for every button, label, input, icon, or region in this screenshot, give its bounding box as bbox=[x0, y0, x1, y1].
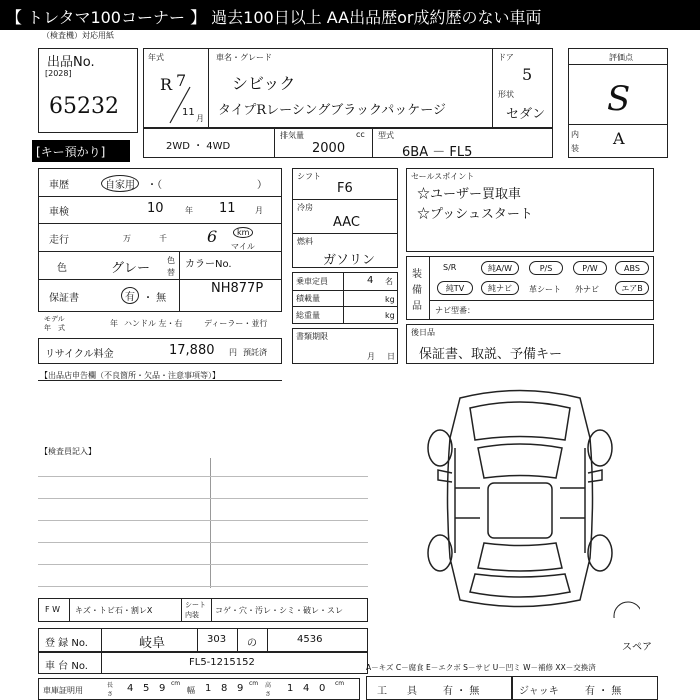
cert-w-digit: 8 bbox=[221, 683, 228, 694]
registration-period-day: 日 bbox=[387, 352, 395, 361]
damage-legend: A－キズ C－腐食 E－エクボ S－サビ U－凹ミ W－補修 XX－交換済 bbox=[366, 663, 596, 672]
equipment-leather: 革シート bbox=[529, 285, 561, 294]
spare-label: スペア bbox=[622, 642, 652, 653]
slash-icon bbox=[166, 85, 196, 125]
sales-points-label: セールスポイント bbox=[411, 172, 475, 181]
fw-seat-1: シート bbox=[185, 601, 206, 609]
sheet-subtitle: （検査機）対応用紙 bbox=[42, 31, 114, 40]
model-year-row bbox=[38, 312, 282, 334]
interior-label-1: 内 bbox=[571, 130, 579, 139]
chassis-label: 車 台 No. bbox=[45, 661, 88, 672]
capacity-box bbox=[292, 272, 398, 324]
cert-w-label: 幅 bbox=[187, 686, 195, 695]
score-box bbox=[568, 48, 668, 158]
recycle-box bbox=[38, 338, 282, 364]
doors-label: ドア bbox=[498, 53, 514, 62]
fw-seat-text: コゲ・穴・汚レ・シミ・破レ・スレ bbox=[215, 606, 343, 615]
inspection-label: 車検 bbox=[49, 207, 69, 218]
fw-label: F W bbox=[45, 605, 61, 614]
jack-value: 有 ・ 無 bbox=[585, 686, 622, 697]
tools-value: 有 ・ 無 bbox=[443, 686, 480, 697]
banner-text: 【 トレタマ100コーナー 】 過去100日以上 AA出品歴or成約歴のない車両 bbox=[6, 8, 542, 27]
mileage-unit-km: km bbox=[233, 227, 253, 238]
recycle-label: リサイクル料金 bbox=[45, 349, 114, 360]
lot-code: [2028] bbox=[45, 69, 72, 78]
cert-l-label: 長さ bbox=[107, 682, 114, 698]
equipment-label-3: 品 bbox=[412, 301, 422, 312]
history-close: ） bbox=[257, 180, 267, 191]
cert-h-digit: 4 bbox=[303, 683, 310, 694]
history-label: 車歴 bbox=[49, 180, 69, 191]
plate-row bbox=[38, 628, 368, 652]
mileage-value: 6 bbox=[207, 227, 218, 246]
warranty-no: ・ 無 bbox=[143, 293, 167, 304]
color-label: 色 bbox=[57, 263, 67, 274]
cert-w-digit: 1 bbox=[205, 683, 212, 694]
cert-h-digit: 0 bbox=[319, 683, 326, 694]
load-label: 積載量 bbox=[296, 294, 320, 303]
shift-label: シフト bbox=[297, 172, 321, 181]
inspection-year: 10 bbox=[147, 201, 164, 216]
cert-l-digit: 4 bbox=[127, 683, 134, 694]
model-year-handle: ハンドル 左・右 bbox=[124, 319, 183, 328]
inspector-label: 【検査員記入】 bbox=[40, 447, 96, 456]
sales-points-box bbox=[406, 168, 654, 252]
score-value: S bbox=[607, 79, 631, 119]
equipment-abs: ABS bbox=[615, 261, 649, 275]
year-value: 7 bbox=[176, 71, 187, 90]
cert-h-unit: cm bbox=[335, 680, 345, 687]
fw-row bbox=[38, 598, 368, 622]
equipment-box bbox=[406, 256, 654, 320]
model-label: 型式 bbox=[378, 131, 394, 140]
equipment-navi: 純ナビ bbox=[481, 281, 519, 295]
registration-period-label: 書類期限 bbox=[296, 332, 328, 341]
tools-box bbox=[366, 676, 512, 700]
equipment-tv: 純TV bbox=[437, 281, 473, 295]
color-code-label: カラーNo. bbox=[185, 259, 232, 270]
displacement-value: 2000 bbox=[312, 141, 346, 156]
registration-period-box bbox=[292, 328, 398, 364]
car-damage-diagram bbox=[400, 378, 640, 618]
year-car-box bbox=[143, 48, 553, 128]
inspection-year-unit: 年 bbox=[185, 206, 193, 215]
displacement-label: 排気量 bbox=[280, 131, 304, 140]
history-value: 自家用 bbox=[101, 175, 139, 192]
year-era: R bbox=[160, 75, 173, 94]
sales-point-item: ☆ユーザー買取車 bbox=[417, 187, 522, 202]
cert-l-digit: 9 bbox=[159, 683, 166, 694]
mileage-man: 万 bbox=[123, 234, 131, 243]
fw-text: キズ・トビ石・割レX bbox=[75, 606, 153, 615]
color-change-2: 替 bbox=[167, 268, 175, 277]
inspection-month: 11 bbox=[219, 201, 236, 216]
fuel-label: 燃料 bbox=[297, 237, 313, 246]
lot-label: 出品No. bbox=[47, 55, 95, 70]
ac-value: AAC bbox=[333, 215, 360, 230]
equipment-aw: 純A/W bbox=[481, 261, 519, 275]
chassis-row bbox=[38, 652, 368, 674]
chassis-value: FL5-1215152 bbox=[189, 657, 255, 668]
cert-l-digit: 5 bbox=[143, 683, 150, 694]
equipment-airbag: エアB bbox=[615, 281, 649, 295]
plate-number: 4536 bbox=[297, 634, 323, 645]
fw-seat-2: 内装 bbox=[185, 611, 199, 619]
warranty-label: 保証書 bbox=[49, 293, 79, 304]
vehicle-info-table bbox=[38, 168, 282, 312]
capacity-unit: 名 bbox=[385, 277, 393, 286]
equipment-label-2: 備 bbox=[412, 285, 422, 296]
ac-label: 冷房 bbox=[297, 203, 313, 212]
mileage-label: 走行 bbox=[49, 235, 69, 246]
capacity-label: 乗車定員 bbox=[296, 277, 328, 286]
year-label: 年式 bbox=[148, 53, 164, 62]
cert-l-unit: cm bbox=[171, 680, 181, 687]
plate-class: 303 bbox=[207, 634, 227, 645]
model-year-year-unit: 年 bbox=[110, 319, 118, 328]
cert-h-label: 高さ bbox=[265, 682, 272, 698]
spec-box bbox=[292, 168, 398, 268]
capacity-value: 4 bbox=[367, 275, 374, 286]
accessories-value: 保証書、取説、予備キー bbox=[419, 347, 563, 362]
inspector-notes-area bbox=[38, 458, 368, 588]
cert-row bbox=[38, 678, 360, 700]
color-code-value: NH877P bbox=[211, 281, 264, 296]
load-unit: kg bbox=[385, 295, 395, 304]
fuel-value: ガソリン bbox=[323, 253, 376, 268]
accessories-box bbox=[406, 324, 654, 364]
cert-w-unit: cm bbox=[249, 680, 259, 687]
displacement-unit: cc bbox=[356, 130, 365, 139]
jack-label: ジャッキ bbox=[519, 686, 559, 697]
equipment-sr: S/R bbox=[443, 263, 457, 272]
equipment-ps: P/S bbox=[529, 261, 563, 275]
lot-number: 65232 bbox=[49, 94, 119, 119]
doors-value: 5 bbox=[522, 65, 533, 84]
recycle-unit: 円 bbox=[229, 348, 237, 357]
drive-value: 2WD ・ 4WD bbox=[166, 141, 231, 152]
history-dot: ・（ bbox=[147, 180, 162, 191]
inspection-month-unit: 月 bbox=[255, 206, 263, 215]
model-value: 6BA － FL5 bbox=[402, 145, 473, 160]
interior-value: A bbox=[613, 129, 625, 148]
body-type-value: セダン bbox=[506, 107, 546, 122]
equipment-navi-model: ナビ型番： bbox=[435, 306, 475, 315]
key-label bbox=[32, 140, 130, 162]
gross-label: 総重量 bbox=[296, 311, 320, 320]
jack-box bbox=[512, 676, 658, 700]
lot-box bbox=[38, 48, 138, 133]
tools-label: 工 具 bbox=[377, 686, 417, 697]
car-name: シビック bbox=[232, 74, 296, 93]
key-label-text: [キー預かり] bbox=[36, 145, 106, 159]
cert-label: 車庫証明用 bbox=[43, 686, 83, 695]
body-type-label: 形状 bbox=[498, 90, 514, 99]
plate-kana: の bbox=[247, 638, 257, 649]
car-grade: タイプRレーシングブラックパッケージ bbox=[218, 103, 446, 118]
warranty-yes: 有 bbox=[121, 287, 139, 304]
model-year-label-1: モデル bbox=[44, 315, 65, 323]
recycle-value: 17,880 bbox=[169, 343, 215, 358]
shift-value: F6 bbox=[337, 181, 353, 196]
color-change-1: 色 bbox=[167, 256, 175, 265]
gross-unit: kg bbox=[385, 311, 395, 320]
color-value: グレー bbox=[111, 261, 151, 276]
plate-label: 登 録 No. bbox=[45, 638, 88, 649]
seller-notes-label: 【出品店申告欄（不良箇所・欠品・注意事項等）】 bbox=[40, 371, 220, 380]
cert-h-digit: 1 bbox=[287, 683, 294, 694]
year-month: 11 bbox=[182, 107, 195, 118]
equipment-label-1: 装 bbox=[412, 269, 422, 280]
equipment-pw: P/W bbox=[573, 261, 607, 275]
mileage-unit-mile: マイル bbox=[231, 242, 255, 251]
score-label: 評価点 bbox=[609, 53, 633, 62]
model-year-label-2: 年 式 bbox=[44, 324, 65, 332]
cert-w-digit: 9 bbox=[237, 683, 244, 694]
plate-area: 岐阜 bbox=[139, 636, 166, 651]
model-year-dealer: ディーラー・並行 bbox=[204, 319, 268, 328]
registration-period-month: 月 bbox=[367, 352, 375, 361]
car-label: 車名・グレード bbox=[216, 53, 272, 62]
banner bbox=[0, 0, 700, 30]
interior-label-2: 装 bbox=[571, 144, 579, 153]
mileage-sen: 千 bbox=[159, 234, 167, 243]
sales-point-item: ☆プッシュスタート bbox=[417, 207, 533, 222]
year-month-unit: 月 bbox=[196, 114, 204, 123]
accessories-label: 後日品 bbox=[411, 328, 435, 337]
drive-row bbox=[143, 128, 553, 158]
equipment-ext-navi: 外ナビ bbox=[575, 285, 599, 294]
recycle-note: 預託済 bbox=[243, 348, 267, 357]
